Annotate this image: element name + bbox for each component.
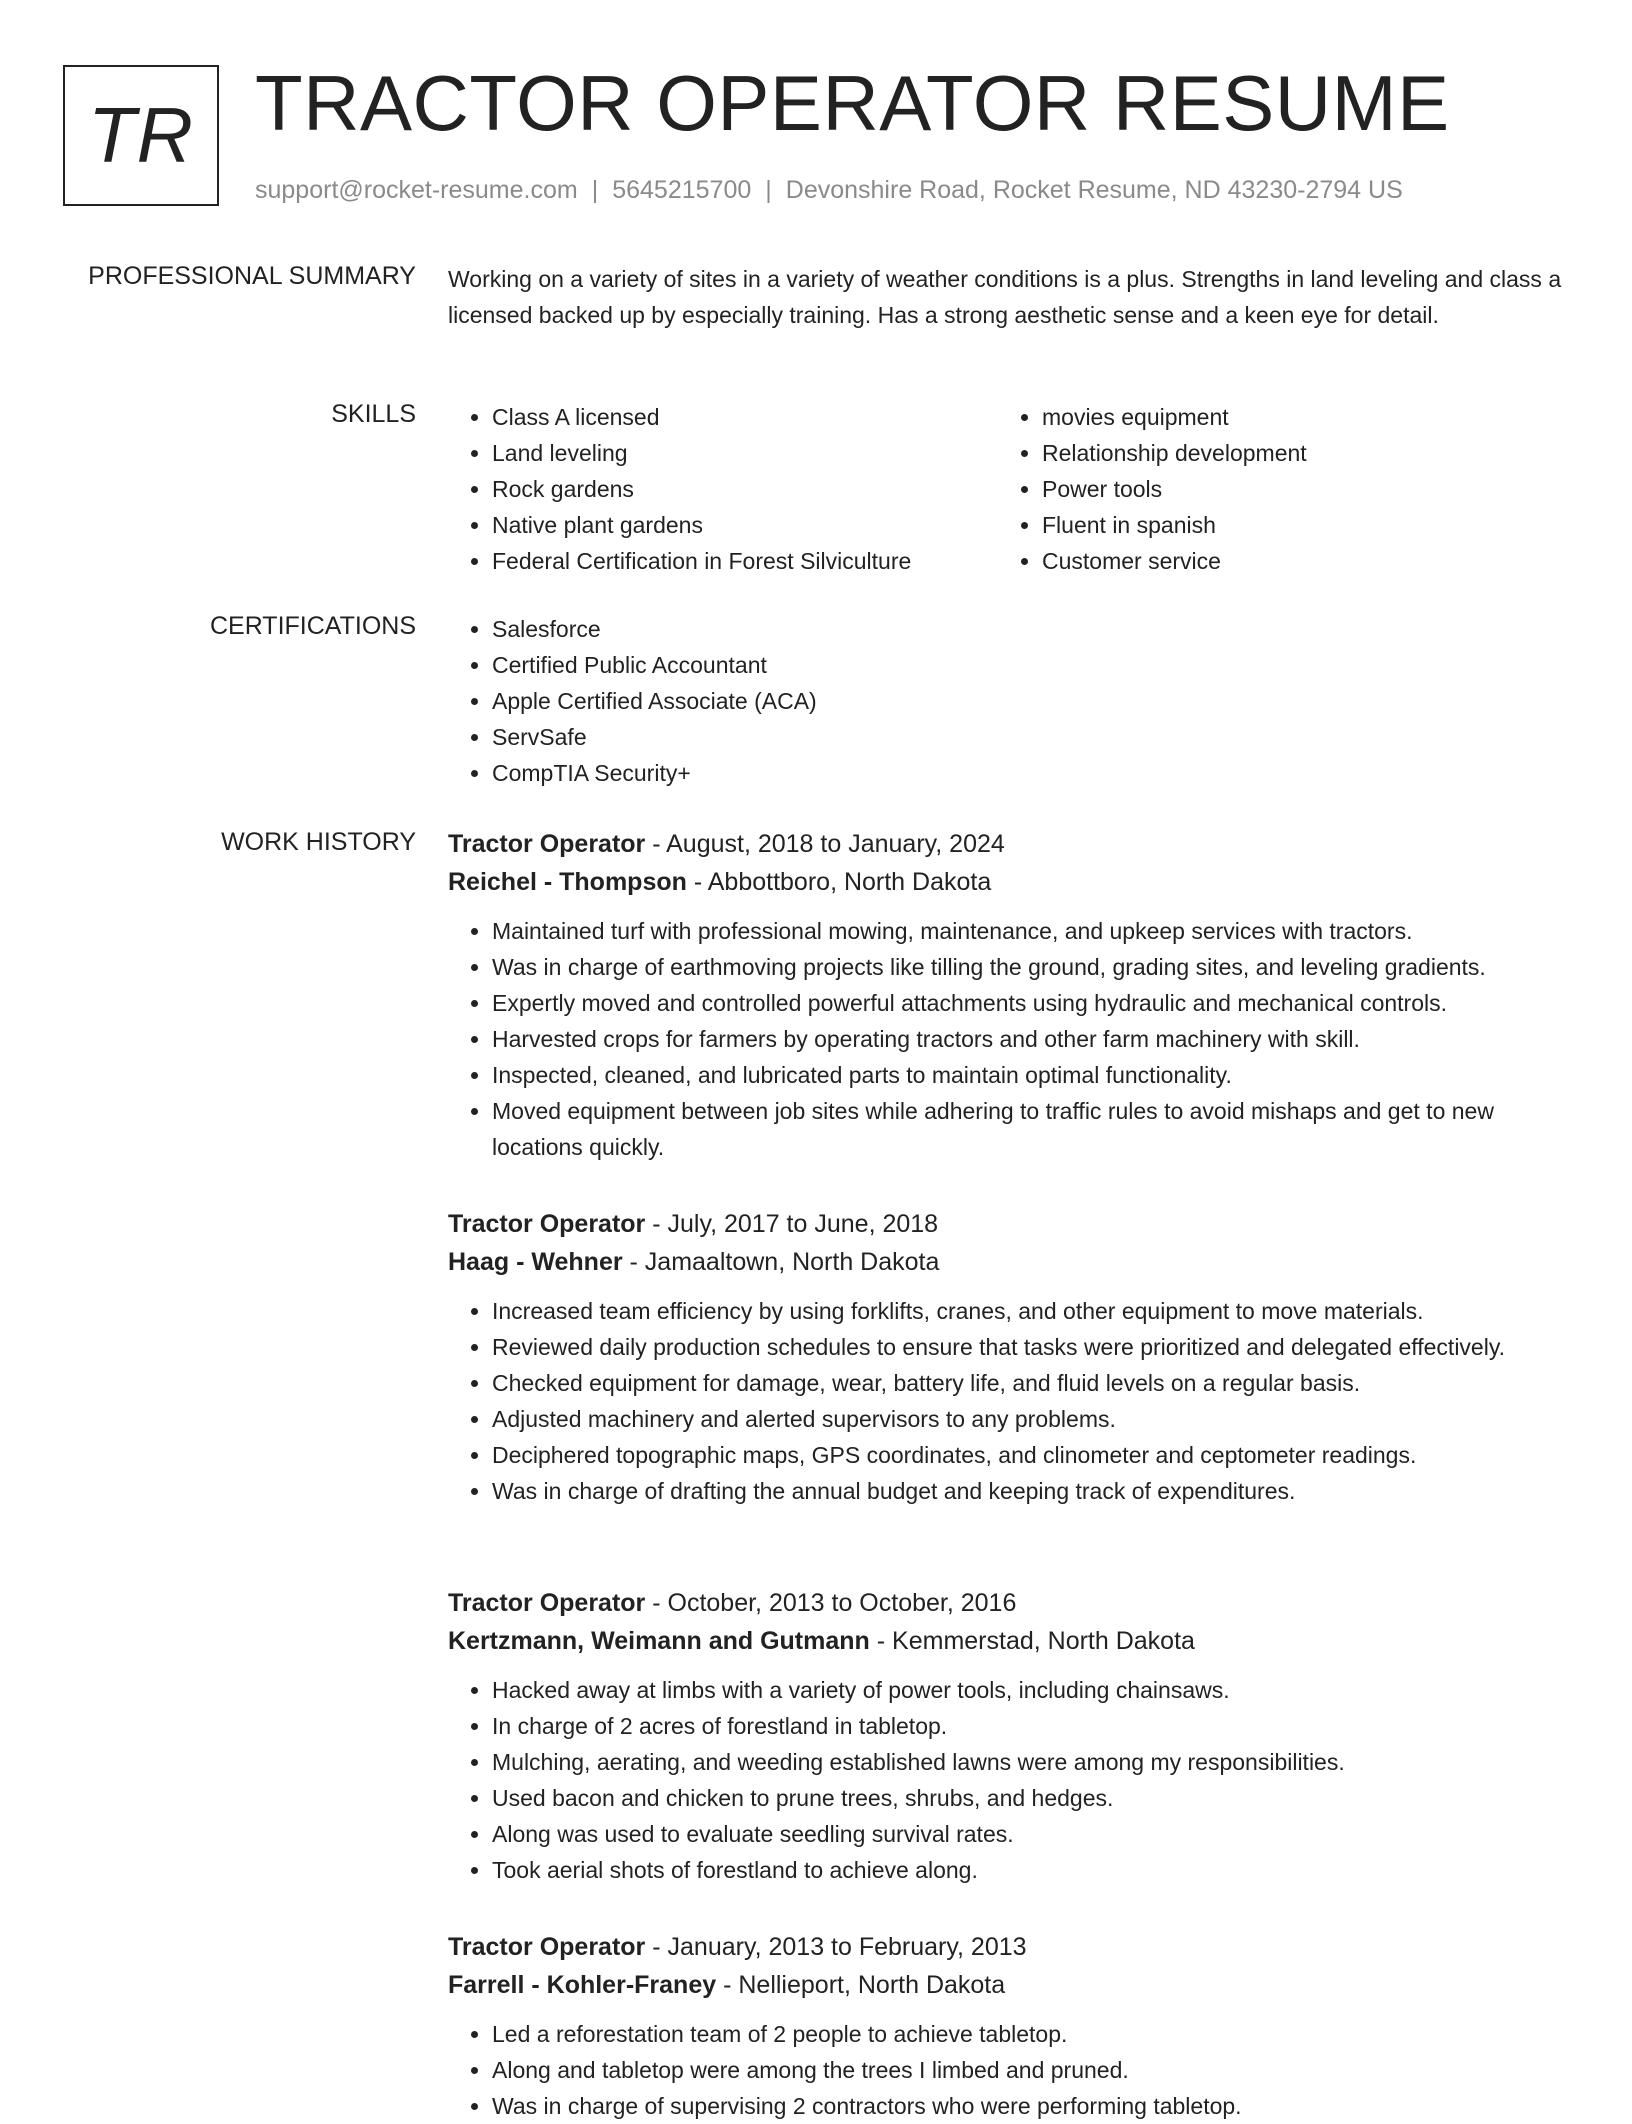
- job-duties-list: [448, 1672, 1573, 1888]
- contact-address: Devonshire Road, Rocket Resume, ND 43230-2794 US: [785, 176, 1403, 204]
- job-title: Tractor Operator: [448, 830, 646, 858]
- job-dates: - October, 2013 to October, 2016: [652, 1589, 1017, 1617]
- list-item: • Maintained turf with professional mowing, maintenance, and upkeep services with tractors.: [492, 913, 1573, 949]
- section-label-work-history: WORK HISTORY: [221, 828, 416, 856]
- job-title-line: [448, 1928, 1573, 1966]
- job-location: - Kemmerstad, North Dakota: [876, 1627, 1195, 1655]
- job-title: Tractor Operator: [448, 1933, 646, 1961]
- list-item: • Reviewed daily production schedules to ensure that tasks were prioritized and delegated effectively.: [492, 1329, 1573, 1365]
- contact-separator: |: [591, 176, 599, 204]
- list-item: • movies equipment: [1042, 399, 1548, 435]
- contact-line: [255, 176, 1403, 205]
- list-item: • Was in charge of supervising 2 contractors who were performing tabletop.: [492, 2088, 1573, 2124]
- job-duties-list: [448, 1293, 1573, 1509]
- job-company-line: [448, 1622, 1573, 1660]
- list-item: • Inspected, cleaned, and lubricated parts to maintain optimal functionality.: [492, 1057, 1573, 1093]
- list-item: • Was in charge of earthmoving projects like tilling the ground, grading sites, and leveling gradients.: [492, 949, 1573, 985]
- list-item: • Fluent in spanish: [1042, 507, 1548, 543]
- resume-title: TRACTOR OPERATOR RESUME: [255, 59, 1450, 147]
- list-item: • Customer service: [1042, 543, 1548, 579]
- summary-body: [448, 261, 1573, 333]
- job-location: - Nellieport, North Dakota: [723, 1971, 1006, 1999]
- list-item: • Moved equipment between job sites while adhering to traffic rules to avoid mishaps and get to new locations quickly.: [492, 1093, 1573, 1165]
- job-company: Kertzmann, Weimann and Gutmann: [448, 1627, 870, 1655]
- list-item: • Apple Certified Associate (ACA): [492, 683, 1573, 719]
- list-item: • Led a reforestation team of 2 people to achieve tabletop.: [492, 2016, 1573, 2052]
- list-item: • Relationship development: [1042, 435, 1548, 471]
- section-label-skills: SKILLS: [331, 400, 416, 428]
- list-item: • Rock gardens: [492, 471, 998, 507]
- list-item: • Native plant gardens: [492, 507, 998, 543]
- skills-column-2: [998, 399, 1548, 579]
- job-duties-list: [448, 2016, 1573, 2124]
- job-title: Tractor Operator: [448, 1589, 646, 1617]
- job-company: Reichel - Thompson: [448, 868, 687, 896]
- list-item: • Mulching, aerating, and weeding established lawns were among my responsibilities.: [492, 1744, 1573, 1780]
- job-entry: [448, 1205, 1573, 1509]
- list-item: • Deciphered topographic maps, GPS coordinates, and clinometer and ceptometer readings.: [492, 1437, 1573, 1473]
- list-item: • Harvested crops for farmers by operating tractors and other farm machinery with skill.: [492, 1021, 1573, 1057]
- job-entry: [448, 1928, 1573, 2124]
- job-company-line: [448, 1243, 1573, 1281]
- list-item: • Checked equipment for damage, wear, battery life, and fluid levels on a regular basis.: [492, 1365, 1573, 1401]
- certifications-body: [448, 611, 1573, 791]
- contact-separator: |: [765, 176, 772, 204]
- contact-phone[interactable]: 5645215700: [612, 176, 752, 204]
- list-item: • Salesforce: [492, 611, 1573, 647]
- job-company: Farrell - Kohler-Franey: [448, 1971, 717, 1999]
- section-label-certifications: CERTIFICATIONS: [209, 612, 416, 640]
- list-item: • Increased team efficiency by using forklifts, cranes, and other equipment to move materials.: [492, 1293, 1573, 1329]
- job-duties-list: [448, 913, 1573, 1165]
- list-item: • Hacked away at limbs with a variety of power tools, including chainsaws.: [492, 1672, 1573, 1708]
- list-item: • Took aerial shots of forestland to achieve along.: [492, 1852, 1573, 1888]
- list-item: • Along was used to evaluate seedling survival rates.: [492, 1816, 1573, 1852]
- certifications-list: [448, 611, 1573, 791]
- skills-list: [998, 399, 1548, 579]
- job-company: Haag - Wehner: [448, 1248, 623, 1276]
- summary-text: Working on a variety of sites in a variety of weather conditions is a plus. Strengths in land leveling and class a licensed backed up by especially training. Has a strong aesthetic sense and a keen eye for detail.: [448, 266, 1562, 328]
- list-item: • Certified Public Accountant: [492, 647, 1573, 683]
- list-item: • Land leveling: [492, 435, 998, 471]
- list-item: • Along and tabletop were among the trees I limbed and pruned.: [492, 2052, 1573, 2088]
- list-item: • In charge of 2 acres of forestland in tabletop.: [492, 1708, 1573, 1744]
- job-dates: - July, 2017 to June, 2018: [652, 1210, 939, 1238]
- list-item: • Federal Certification in Forest Silviculture: [492, 543, 998, 579]
- job-title: Tractor Operator: [448, 1210, 646, 1238]
- job-location: - Jamaaltown, North Dakota: [629, 1248, 940, 1276]
- list-item: • Used bacon and chicken to prune trees, shrubs, and hedges.: [492, 1780, 1573, 1816]
- skills-list: [448, 399, 998, 579]
- job-entry: [448, 1584, 1573, 1888]
- job-company-line: [448, 863, 1573, 901]
- job-entry: [448, 825, 1573, 1165]
- list-item: • Expertly moved and controlled powerful attachments using hydraulic and mechanical controls.: [492, 985, 1573, 1021]
- job-company-line: [448, 1966, 1573, 2004]
- skills-body: [448, 399, 1573, 579]
- skills-column-1: [448, 399, 998, 579]
- job-title-line: [448, 1205, 1573, 1243]
- job-dates: - August, 2018 to January, 2024: [652, 830, 1005, 858]
- job-location: - Abbottboro, North Dakota: [693, 868, 992, 896]
- job-title-line: [448, 1584, 1573, 1622]
- list-item: • Was in charge of drafting the annual budget and keeping track of expenditures.: [492, 1473, 1573, 1509]
- list-item: • CompTIA Security+: [492, 755, 1573, 791]
- monogram-logo: TR: [63, 65, 219, 206]
- job-title-line: [448, 825, 1573, 863]
- list-item: • Adjusted machinery and alerted supervisors to any problems.: [492, 1401, 1573, 1437]
- list-item: • Class A licensed: [492, 399, 998, 435]
- job-dates: - January, 2013 to February, 2013: [652, 1933, 1027, 1961]
- list-item: • Power tools: [1042, 471, 1548, 507]
- list-item: • ServSafe: [492, 719, 1573, 755]
- contact-email[interactable]: support@rocket-resume.com: [255, 176, 578, 204]
- section-label-summary: PROFESSIONAL SUMMARY: [88, 262, 416, 290]
